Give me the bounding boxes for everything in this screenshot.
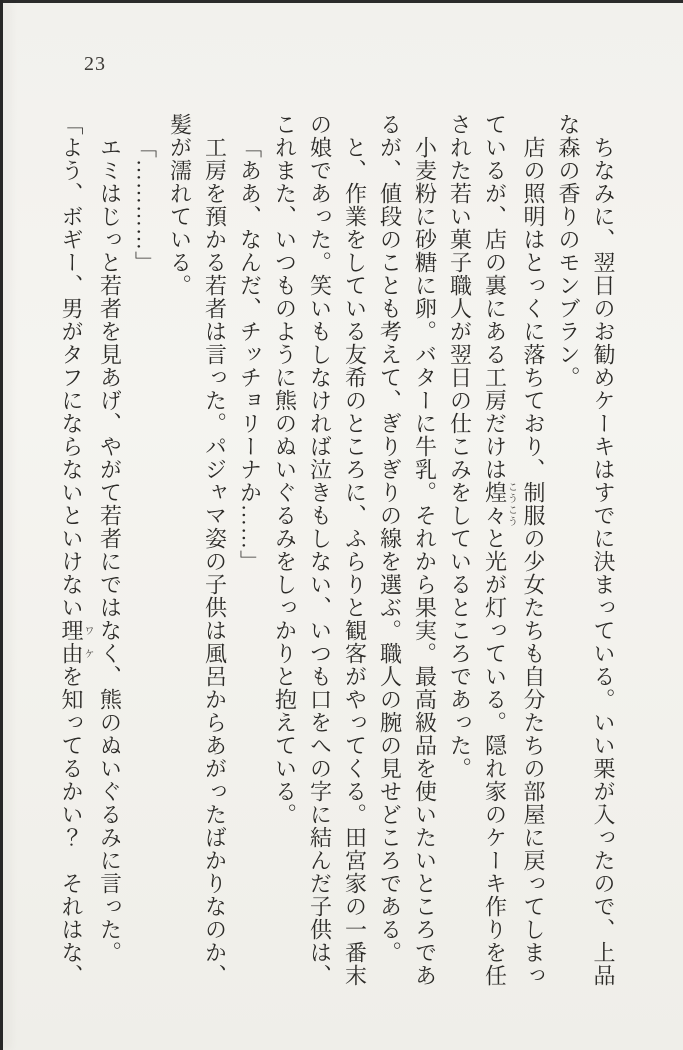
text-line: ているが、店の裏にある工房だけは煌々こうこうと光が灯っている。隠れ家のケーキ作りを任 <box>482 113 517 987</box>
text-line: 店の照明はとっくに落ちており、制服の少女たちも自分たちの部屋に戻ってしまっ <box>521 136 546 987</box>
text-line: ちなみに、翌日のお勧めケーキはすでに決まっている。いい栗が入ったので、上品 <box>591 136 616 987</box>
text-line: と、作業をしている友希のところに、ふらりと観客がやってくる。田宮家の一番末 <box>342 136 368 987</box>
body-text <box>54 113 621 993</box>
text-line: された若い菓子職人が翌日の仕こみをしているところであった。 <box>447 113 473 780</box>
scan-edge-left <box>0 0 3 1050</box>
furigana: 理由ワケ <box>59 619 93 665</box>
text-line: エミはじっと若者を見あげ、やがて若者にではなく、熊のぬいぐるみに言った。 <box>97 136 123 964</box>
text-line: 小麦粉に砂糖に卵。バターに牛乳。それから果実。最高級品を使いたいところであ <box>412 136 438 987</box>
text-line: 髪が濡れている。 <box>167 113 193 297</box>
text-line: 「…………」 <box>132 136 158 274</box>
text-line: な森の香りのモンブラン。 <box>556 113 581 389</box>
text-line: 「ああ、なんだ、チッチョリーナか……」 <box>237 136 263 573</box>
furigana: 煌々こうこう <box>482 481 517 527</box>
text-line: これまた、いつものように熊のぬいぐるみをしっかりと抱えている。 <box>272 113 298 826</box>
text-line: 「よう、ボギー、男がタフにならないといけない理由ワケを知ってるかい？ それはな、 <box>59 113 93 987</box>
text-line: の娘であった。笑いもしなければ泣きもしない、いつも口をへの字に結んだ子供は、 <box>307 113 333 987</box>
scan-edge-top <box>0 0 683 3</box>
text-line: 工房を預かる若者は言った。パジャマ姿の子供は風呂からあがったばかりなのか、 <box>202 136 228 987</box>
page-number: 23 <box>84 53 106 75</box>
text-line: るが、値段のことも考えて、ぎりぎりの線を選ぶ。職人の腕の見せどころである。 <box>377 113 403 964</box>
